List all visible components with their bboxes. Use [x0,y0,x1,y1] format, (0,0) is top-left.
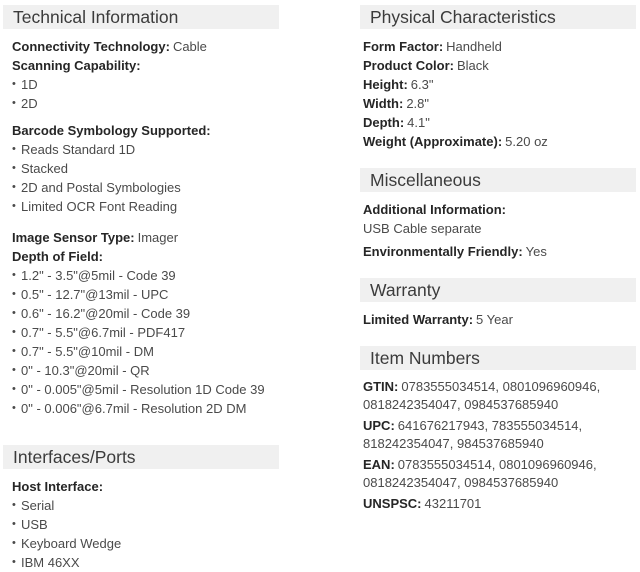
bullet-icon: • [12,364,16,376]
bullet-icon: • [12,345,16,357]
spec-label: Product Color: [363,58,454,73]
spec-label: UPC: [363,418,395,433]
spec-value: Cable [172,39,207,54]
bullet-text: Limited OCR Font Reading [21,199,178,214]
spec-label: Width: [363,96,404,111]
spec-label: Additional Information: [363,202,506,217]
list-item [12,323,279,342]
bullet-text: USB [21,517,48,532]
spec-value: 6.3" [410,77,434,92]
spec-row [363,75,636,94]
bullet-icon: • [12,269,16,281]
spec-value: 0783555034514, 0801096960946, 0818242354047, 0984537685940 [363,379,601,412]
bullet-text: 2D and Postal Symbologies [21,180,181,195]
list-item [12,342,279,361]
bullet-text: 0" - 0.005"@5mil - Resolution 1D Code 39 [21,382,265,397]
spec-label: Depth of Field: [12,249,103,264]
section-body [3,37,279,418]
spec-row [363,200,636,219]
spec-row [363,94,636,113]
spec-row [12,121,279,140]
section-body [360,310,636,329]
bullet-icon: • [12,518,16,530]
list-item [12,140,279,159]
bullet-text: 1.2" - 3.5"@5mil - Code 39 [21,268,176,283]
list-item [12,380,279,399]
section-body [3,477,279,572]
section-title: Physical Characteristics [360,5,636,29]
bullet-icon: • [12,326,16,338]
list-item [12,75,279,94]
list-item [12,94,279,113]
spec-label: Host Interface: [12,479,104,494]
spec-label: UNSPSC: [363,496,422,511]
list-item [12,515,279,534]
spec-value: Black [457,58,489,73]
section-interfaces-ports [3,445,279,572]
bullet-text: 2D [21,96,38,111]
right-column [360,5,636,513]
bullet-icon: • [12,162,16,174]
section-body [360,378,636,513]
spec-row [363,219,636,238]
section-title: Item Numbers [360,346,636,370]
bullet-icon: • [12,143,16,155]
spec-row [12,247,279,266]
list-item [12,304,279,323]
bullet-text: Stacked [21,161,68,176]
section-item-numbers [360,346,636,513]
spec-label: Form Factor: [363,39,444,54]
bullet-text: 0.7" - 5.5"@6.7mil - PDF417 [21,325,186,340]
list-item [12,361,279,380]
section-title: Miscellaneous [360,168,636,192]
bullet-icon: • [12,383,16,395]
list-item [12,534,279,553]
section-miscellaneous [360,168,636,261]
spec-value: Imager [137,230,179,245]
bullet-icon: • [12,307,16,319]
spec-row [363,132,636,151]
bullet-icon: • [12,288,16,300]
bullet-icon: • [12,499,16,511]
spec-label: GTIN: [363,379,399,394]
spec-value: Yes [525,244,547,259]
bullet-icon: • [12,556,16,568]
section-title: Warranty [360,278,636,302]
bullet-text: Reads Standard 1D [21,142,136,157]
list-item [12,159,279,178]
spec-label: Connectivity Technology: [12,39,170,54]
bullet-icon: • [12,97,16,109]
spec-value: 2.8" [406,96,429,111]
section-title: Interfaces/Ports [3,445,279,469]
bullet-text: 0" - 10.3"@20mil - QR [21,363,150,378]
list-item [12,178,279,197]
section-physical-characteristics [360,5,636,151]
section-body [360,200,636,261]
bullet-icon: • [12,402,16,414]
spec-row [363,310,636,329]
section-title: Technical Information [3,5,279,29]
bullet-icon: • [12,537,16,549]
spec-value: 641676217943, 783555034514, 818242354047, 984537685940 [363,418,583,451]
bullet-text: IBM 46XX [21,555,80,570]
spec-label: Environmentally Friendly: [363,244,523,259]
section-body [360,37,636,151]
spec-value: 5.20 oz [505,134,548,149]
spec-label: Scanning Capability: [12,58,141,73]
spec-row [363,378,636,414]
spec-row [363,113,636,132]
bullet-text: Serial [21,498,55,513]
spec-row [363,242,636,261]
spec-label: Barcode Symbology Supported: [12,123,211,138]
bullet-icon: • [12,200,16,212]
spec-value: 43211701 [424,496,482,511]
section-technical-information [3,5,279,418]
spec-label: Image Sensor Type: [12,230,135,245]
spec-label: Height: [363,77,408,92]
spec-row [12,477,279,496]
spec-label: Weight (Approximate): [363,134,503,149]
list-item [12,197,279,216]
bullet-text: 0.7" - 5.5"@10mil - DM [21,344,154,359]
spec-row [12,228,279,247]
list-item [12,399,279,418]
bullet-text: 0.5" - 12.7"@13mil - UPC [21,287,169,302]
spec-row [12,56,279,75]
spec-row [363,495,636,513]
bullet-icon: • [12,181,16,193]
spec-value: 4.1" [407,115,430,130]
spec-label: Depth: [363,115,405,130]
bullet-text: 0.6" - 16.2"@20mil - Code 39 [21,306,191,321]
spec-row [363,456,636,492]
spec-label: EAN: [363,457,395,472]
spec-value: 0783555034514, 0801096960946, 0818242354047, 0984537685940 [363,457,597,490]
spec-label: Limited Warranty: [363,312,474,327]
list-item [12,285,279,304]
spec-value: Handheld [446,39,502,54]
list-item [12,496,279,515]
bullet-icon: • [12,78,16,90]
spec-row [363,56,636,75]
left-column [3,5,279,572]
bullet-text: Keyboard Wedge [21,536,122,551]
list-item [12,266,279,285]
section-warranty [360,278,636,329]
spec-value: USB Cable separate [363,221,482,236]
spec-value: 5 Year [476,312,513,327]
spec-row [363,417,636,453]
bullet-text: 1D [21,77,38,92]
spec-row [363,37,636,56]
bullet-text: 0" - 0.006"@6.7mil - Resolution 2D DM [21,401,247,416]
spec-row [12,37,279,56]
